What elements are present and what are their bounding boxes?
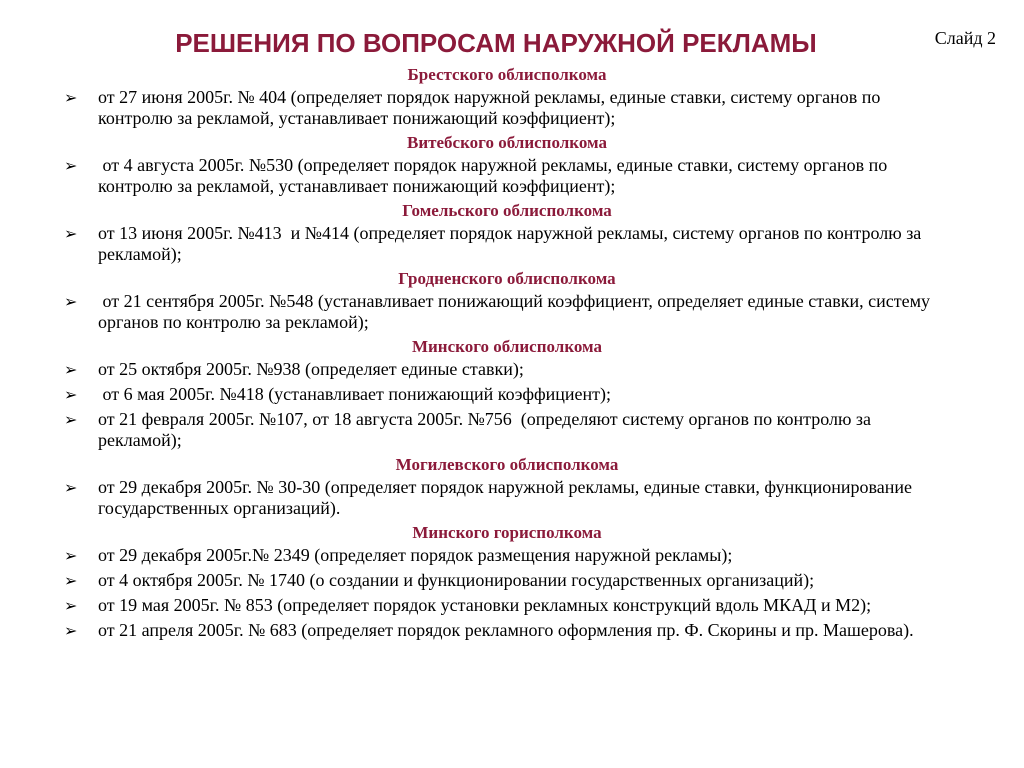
- list-item-text: от 6 мая 2005г. №418 (устанавливает понижающий коэффициент);: [98, 384, 612, 404]
- section-heading: Минского облисполкома: [411, 337, 603, 356]
- arrow-bullet-icon: ➢: [64, 410, 78, 429]
- list-item-text: от 21 февраля 2005г. №107, от 18 августа 2005г. №756 (определяют систему органов по контролю за рекламой);: [98, 409, 876, 450]
- list-item-text: от 19 мая 2005г. № 853 (определяет порядок установки рекламных конструкций вдоль МКАД и М2);: [98, 595, 872, 615]
- arrow-bullet-icon: ➢: [64, 571, 78, 590]
- arrow-bullet-icon: ➢: [64, 478, 78, 497]
- list-item-text: от 27 июня 2005г. № 404 (определяет порядок наружной рекламы, единые ставки, систему органов по контролю за рекламой, устанавливает понижающий коэффициент);: [98, 87, 885, 128]
- arrow-bullet-icon: ➢: [64, 156, 78, 175]
- list-item: [64, 570, 942, 591]
- list-item: [64, 384, 942, 405]
- arrow-bullet-icon: ➢: [64, 546, 78, 565]
- arrow-bullet-icon: ➢: [64, 88, 78, 107]
- section-heading: Гродненского облисполкома: [398, 269, 616, 288]
- decisions-list: [64, 65, 942, 645]
- list-item: [64, 359, 942, 380]
- list-item-text: от 13 июня 2005г. №413 и №414 (определяет порядок наружной рекламы, систему органов по контролю за рекламой);: [98, 223, 926, 264]
- list-item: [64, 595, 942, 616]
- section-heading: Витебского облисполкома: [407, 133, 607, 152]
- section-heading: Гомельского облисполкома: [402, 201, 612, 220]
- list-item-text: от 29 декабря 2005г. № 30-30 (определяет порядок наружной рекламы, единые ставки, функционирование государственных организаций).: [98, 477, 917, 518]
- list-item: [64, 545, 942, 566]
- arrow-bullet-icon: ➢: [64, 596, 78, 615]
- arrow-bullet-icon: ➢: [64, 292, 78, 311]
- arrow-bullet-icon: ➢: [64, 360, 78, 379]
- list-item: [64, 409, 942, 451]
- list-item: [64, 291, 942, 333]
- arrow-bullet-icon: ➢: [64, 224, 78, 243]
- page-title: РЕШЕНИЯ ПО ВОПРОСАМ НАРУЖНОЙ РЕКЛАМЫ: [175, 28, 817, 58]
- list-item-text: от 29 декабря 2005г.№ 2349 (определяет порядок размещения наружной рекламы);: [98, 545, 733, 565]
- list-item: [64, 223, 942, 265]
- arrow-bullet-icon: ➢: [64, 621, 78, 640]
- list-item-text: от 4 октября 2005г. № 1740 (о создании и функционировании государственных организаций);: [98, 570, 815, 590]
- section-heading: Минского горисполкома: [412, 523, 602, 542]
- section-heading: Брестского облисполкома: [407, 65, 607, 84]
- list-item: [64, 620, 942, 641]
- list-item-text: от 21 апреля 2005г. № 683 (определяет порядок рекламного оформления пр. Ф. Скорины и пр. Машерова).: [98, 620, 914, 640]
- arrow-bullet-icon: ➢: [64, 385, 78, 404]
- list-item-text: от 4 августа 2005г. №530 (определяет порядок наружной рекламы, единые ставки, систему органов по контролю за рекламой, устанавливает понижающий коэффициент);: [98, 155, 892, 196]
- list-item-text: от 25 октября 2005г. №938 (определяет единые ставки);: [98, 359, 524, 379]
- list-item: [64, 87, 942, 129]
- slide-number: Слайд 2: [934, 28, 996, 48]
- list-item-text: от 21 сентября 2005г. №548 (устанавливает понижающий коэффициент, определяет единые ставки, систему органов по контролю за рекламой);: [98, 291, 935, 332]
- section-heading: Могилевского облисполкома: [395, 455, 619, 474]
- list-item: [64, 477, 942, 519]
- list-item: [64, 155, 942, 197]
